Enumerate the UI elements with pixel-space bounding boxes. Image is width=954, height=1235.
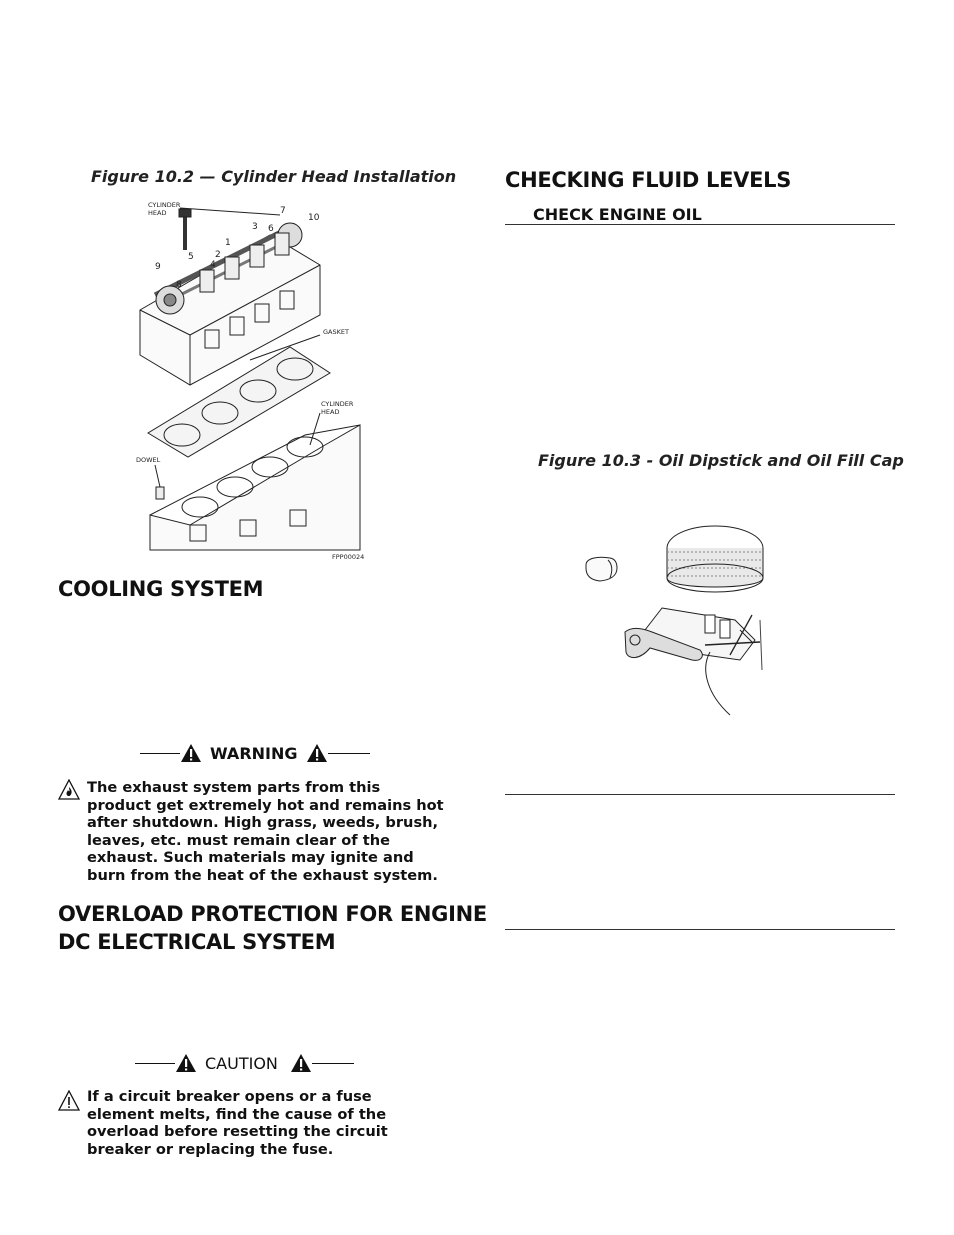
bolt-number-6: 6 (268, 224, 274, 234)
overload-heading-line1: OVERLOAD PROTECTION FOR ENGINE (58, 902, 487, 926)
divider-rule-lower (505, 929, 895, 930)
divider-rule-upper (505, 794, 895, 795)
caution-label: CAUTION (205, 1053, 278, 1073)
figure-10-2-caption: Figure 10.2 — Cylinder Head Installation (91, 167, 457, 186)
warning-triangle-icon (180, 743, 202, 763)
label-cylinder-head-top: CYLINDER HEAD (148, 201, 181, 217)
caution-triangle-icon (175, 1053, 197, 1073)
caution-banner-rule-left (135, 1063, 175, 1064)
oil-dipstick-drawing (580, 520, 780, 720)
warning-banner-rule-left (140, 753, 180, 754)
bolt-number-4: 4 (210, 260, 216, 270)
caution-banner (135, 1050, 354, 1076)
caution-outline-icon (58, 1090, 80, 1111)
bolt-number-1: 1 (225, 238, 231, 248)
bolt-number-8: 8 (176, 280, 182, 290)
cylinder-head-drawing (130, 195, 370, 565)
bolt-number-10: 10 (308, 213, 320, 223)
warning-banner-rule-right (328, 753, 370, 754)
checking-fluid-levels-heading: CHECKING FLUID LEVELS (505, 168, 792, 192)
label-cylinder-head-mid: CYLINDER HEAD (321, 400, 354, 416)
cooling-system-heading: COOLING SYSTEM (58, 577, 264, 601)
caution-text: If a circuit breaker opens or a fuse element melts, find the cause of the overload before resetting the circuit breaker or replacing the fuse. (87, 1088, 388, 1158)
warning-banner (140, 740, 370, 766)
figure-10-3-caption: Figure 10.3 - Oil Dipstick and Oil Fill Cap (538, 451, 904, 470)
label-dowel: DOWEL (136, 456, 161, 464)
cylinder-head-illustration (130, 195, 370, 565)
caution-banner-rule-right (312, 1063, 354, 1064)
oil-dipstick-illustration (580, 520, 780, 720)
warning-triangle-icon-right (306, 743, 328, 763)
check-engine-oil-subheading: CHECK ENGINE OIL (533, 205, 702, 224)
bolt-number-2: 2 (215, 250, 221, 260)
warning-text: The exhaust system parts from this product get extremely hot and remains hot after shutdown. High grass, weeds, brush, leaves, etc. must remain clear of the exhaust. Such materials may ignite and burn from the heat of the exhaust system. (87, 779, 444, 884)
bolt-number-9: 9 (155, 262, 161, 272)
bolt-number-3: 3 (252, 222, 258, 232)
subheading-rule (505, 224, 895, 225)
label-figure-code: FPP00024 (332, 553, 365, 561)
overload-heading-line2: DC ELECTRICAL SYSTEM (58, 930, 336, 954)
warning-label: WARNING (210, 743, 298, 763)
bolt-number-5: 5 (188, 252, 194, 262)
label-gasket: GASKET (323, 328, 349, 336)
caution-triangle-icon-right (290, 1053, 312, 1073)
bolt-number-7: 7 (280, 206, 286, 216)
fire-hazard-icon (58, 779, 80, 800)
